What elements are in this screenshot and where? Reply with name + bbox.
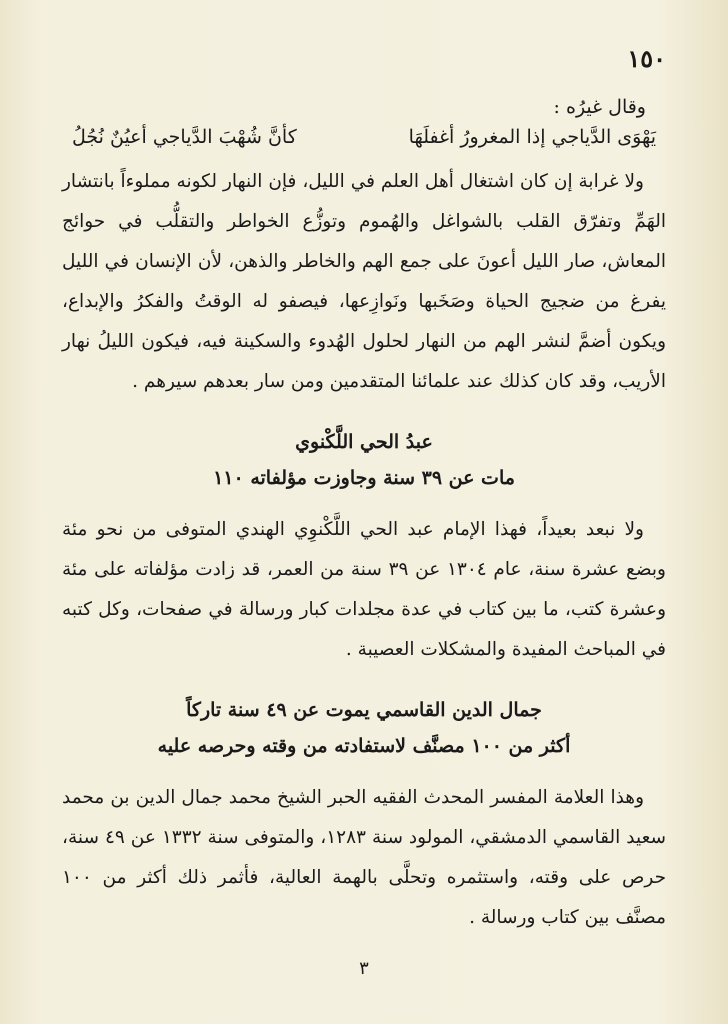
- section1-subtitle: مات عن ٣٩ سنة وجاوزت مؤلفاته ١١٠: [213, 467, 515, 489]
- poem-verse: [62, 126, 666, 148]
- poem-intro: وقال غيرُه :: [553, 96, 646, 118]
- section2-title: جمال الدين القاسمي يموت عن ٤٩ سنة تاركاً: [186, 699, 542, 721]
- footer-signature-mark: ٣: [359, 958, 369, 979]
- page-content: [62, 96, 666, 938]
- section2-body: وهذا العلامة المفسر المحدث الفقيه الحبر الشيخ محمد جمال الدين بن محمد سعيد القاسمي الدمشقي، المولود سنة ١٢٨٣، والمتوفى سنة ١٣٣٢ عن ٤٩ سنة، حرص على وقته، واستثمره وتحلَّى بالهمة العالية، فأثمر ذلك أكثر من ١٠٠ مصنَّف بين كتاب ورسالة .: [62, 787, 666, 928]
- verse-hemistich-left: كأنَّ شُهْبَ الدَّياجي أعيُنٌ نُجُلُ: [72, 126, 297, 148]
- section1-title: عبدُ الحي اللَّكْنوي: [295, 431, 433, 453]
- paragraph-night-study: ولا غرابة إن كان اشتغال أهل العلم في الليل، فإن النهار لكونه مملوءاً بانتشار الهَمِّ وتفرّق القلب بالشواغل والهُموم وتوزُّع الخواطر والتقلُّب في حوائج المعاش، صار الليل أعونَ على جمع الهم والخاطر والذهن، لأن الإنسان في الليل يفرغ من ضجيج الحياة وصَخَبها ونَوازِعها، فيصفو له الوقتُ والفكرُ والإبداع، ويكون أضمَّ لنشر الهم من النهار لحلول الهُدوء والسكينة فيه، فيكون الليلُ نهار الأريب، وقد كان كذلك عند علمائنا المتقدمين ومن سار بعدهم سيرهم .: [62, 171, 666, 392]
- page-number: ١٥٠: [627, 44, 666, 73]
- section2-subtitle: أكثر من ١٠٠ مصنَّف لاستفادته من وقته وحرصه عليه: [157, 735, 571, 757]
- section1-body: ولا نبعد بعيداً، فهذا الإمام عبد الحي اللَّكْنوِي الهندي المتوفى من نحو مئة وبضع عشرة سنة، عام ١٣٠٤ عن ٣٩ سنة من العمر، قد زادت مؤلفاته على مئة وعشرة كتب، ما بين كتاب في عدة مجلدات كبار ورسالة في صفحات، وكل كتبه في المباحث المفيدة والمشكلات العصيبة .: [62, 519, 666, 660]
- verse-hemistich-right: يَهْوَى الدَّياجي إذا المغرورُ أغفلَهَا: [408, 126, 656, 148]
